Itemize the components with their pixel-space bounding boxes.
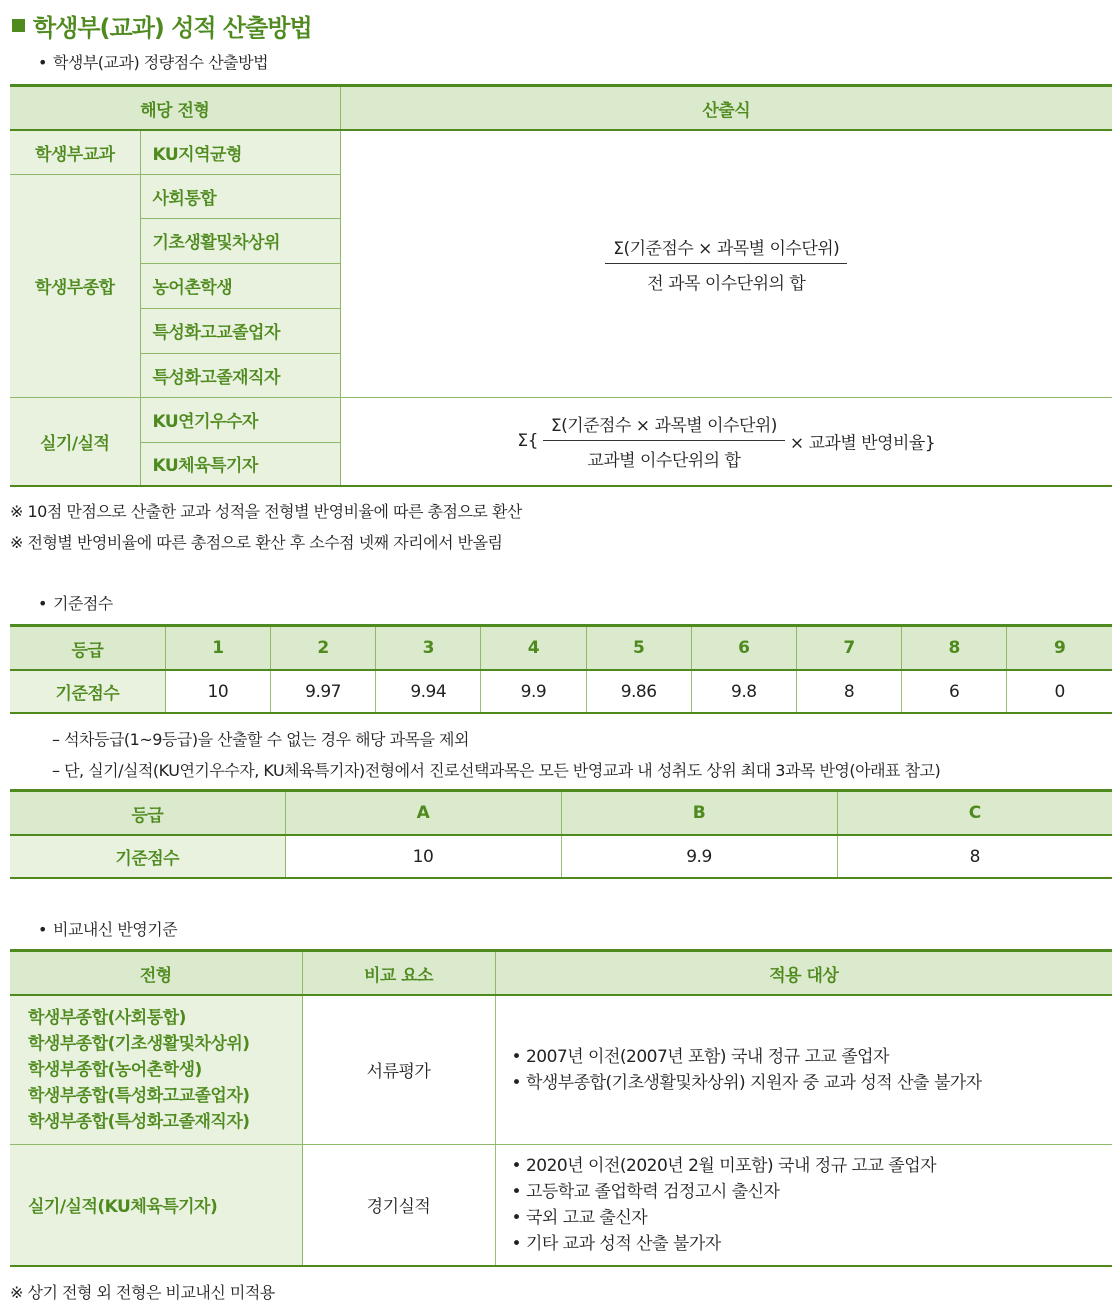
type-item: 기초생활및차상위 — [140, 218, 340, 263]
list-item: • 기타 교과 성적 산출 불가자 — [511, 1233, 721, 1254]
col-header-type: 전형 — [10, 951, 302, 996]
score-cell: 9.9 — [481, 670, 586, 713]
grade-cell: C — [837, 791, 1112, 836]
grade-header: 등급 — [10, 626, 165, 671]
fraction-2: $\frac{\text{Σ(기준점수 × 과목별 이수단위)}}{\text{교과별 이수단위의 합}}$ — [543, 411, 785, 471]
grade-cell: 6 — [691, 626, 796, 671]
section3-bullet: • 비교내신 반영기준 — [38, 920, 178, 939]
list-item: • 2020년 이전(2020년 2월 미포함) 국내 정규 고교 졸업자 — [511, 1155, 937, 1176]
type-item: 사회통합 — [140, 174, 340, 218]
grade-cell: 1 — [165, 626, 270, 671]
note: ※ 상기 전형 외 전형은 비교내신 미적용 — [10, 1283, 275, 1302]
type-list: 학생부종합(사회통합) 학생부종합(기초생활및차상위) 학생부종합(농어촌학생) 학생부종합(특성화고교졸업자) 학생부종합(특성화고졸재직자) — [10, 995, 302, 1144]
col-header-target: 적용 대상 — [495, 951, 1112, 996]
type-item: KU지역균형 — [140, 130, 340, 174]
group-label: 실기/실적 — [10, 397, 140, 486]
fraction-1: $\frac{\text{Σ(기준점수 × 과목별 이수단위)}}{\text{전 과목 이수단위의 합}}$ — [605, 234, 847, 294]
score-cell: 8 — [969, 846, 980, 867]
score-cell: 9.97 — [270, 670, 375, 713]
page-title: 학생부(교과) 성적 산출방법 — [12, 8, 312, 43]
type-item: 특성화고졸재직자 — [140, 353, 340, 397]
score-cell: 8 — [796, 670, 901, 713]
list-item: • 국외 고교 출신자 — [511, 1207, 648, 1228]
comparison-table — [10, 949, 1112, 1267]
group-label: 학생부종합 — [10, 174, 140, 397]
formula-cell-2: Σ{ $\frac{\text{Σ(기준점수 × 과목별 이수단위)}}{\text{교과별 이수단위의 합}}$ × 교과별 반영비율} — [340, 397, 1112, 486]
grade-cell: 9 — [1007, 626, 1112, 671]
score-cell: 10 — [285, 835, 561, 878]
note: ※ 10점 만점으로 산출한 교과 성적을 전형별 반영비율에 따른 총점으로 환산 — [10, 502, 522, 521]
score-cell: 10 — [165, 670, 270, 713]
score-cell: 0 — [1054, 681, 1065, 702]
grade-cell: 2 — [270, 626, 375, 671]
element-cell: 서류평가 — [302, 995, 495, 1144]
type-item: KU체육특기자 — [140, 442, 340, 486]
score-cell: 9.86 — [586, 670, 691, 713]
score-cell: 9.9 — [561, 835, 837, 878]
score-cell: 9.8 — [691, 670, 796, 713]
type-item: 농어촌학생 — [140, 263, 340, 308]
grade-cell: A — [285, 791, 561, 836]
grade-header: 등급 — [10, 791, 285, 836]
type-item: KU연기우수자 — [140, 397, 340, 442]
list-item: • 학생부종합(기초생활및차상위) 지원자 중 교과 성적 산출 불가자 — [511, 1072, 982, 1093]
formula-table — [10, 84, 1112, 487]
element-cell: 경기실적 — [302, 1144, 495, 1266]
grade-cell: 3 — [376, 626, 481, 671]
grade-cell: 8 — [902, 626, 1007, 671]
grade-cell: 5 — [586, 626, 691, 671]
grade-cell: B — [561, 791, 837, 836]
type-item: 특성화고교졸업자 — [140, 308, 340, 353]
section1-bullet: • 학생부(교과) 정량점수 산출방법 — [38, 53, 269, 72]
grade-cell: 7 — [796, 626, 901, 671]
group-label: 학생부교과 — [10, 130, 140, 174]
col-header-formula: 산출식 — [340, 86, 1112, 131]
formula-cell-1 — [340, 130, 1112, 397]
target-cell — [495, 995, 1112, 1144]
score-cell: 9.94 — [376, 670, 481, 713]
score-header: 기준점수 — [10, 835, 285, 878]
col-header-type: 해당 전형 — [10, 86, 340, 131]
grade-table — [10, 624, 1112, 714]
col-header-element: 비교 요소 — [302, 951, 495, 996]
section2-bullet: • 기준점수 — [38, 594, 113, 613]
score-cell: 6 — [902, 670, 1007, 713]
grade-table-2 — [10, 789, 1112, 879]
square-icon — [12, 19, 25, 32]
target-cell — [495, 1144, 1112, 1266]
note: ※ 전형별 반영비율에 따른 총점으로 환산 후 소수점 넷째 자리에서 반올림 — [10, 533, 503, 552]
list-item: • 2007년 이전(2007년 포함) 국내 정규 고교 졸업자 — [511, 1046, 889, 1067]
note: – 석차등급(1~9등급)을 산출할 수 없는 경우 해당 과목을 제외 — [52, 730, 469, 749]
note: – 단, 실기/실적(KU연기우수자, KU체육특기자)전형에서 진로선택과목은 모든 반영교과 내 성취도 상위 최대 3과목 반영(아래표 참고) — [52, 761, 941, 780]
score-header: 기준점수 — [10, 670, 165, 713]
type-list: 실기/실적(KU체육특기자) — [10, 1144, 302, 1266]
grade-cell: 4 — [481, 626, 586, 671]
list-item: • 고등학교 졸업학력 검정고시 출신자 — [511, 1181, 780, 1202]
